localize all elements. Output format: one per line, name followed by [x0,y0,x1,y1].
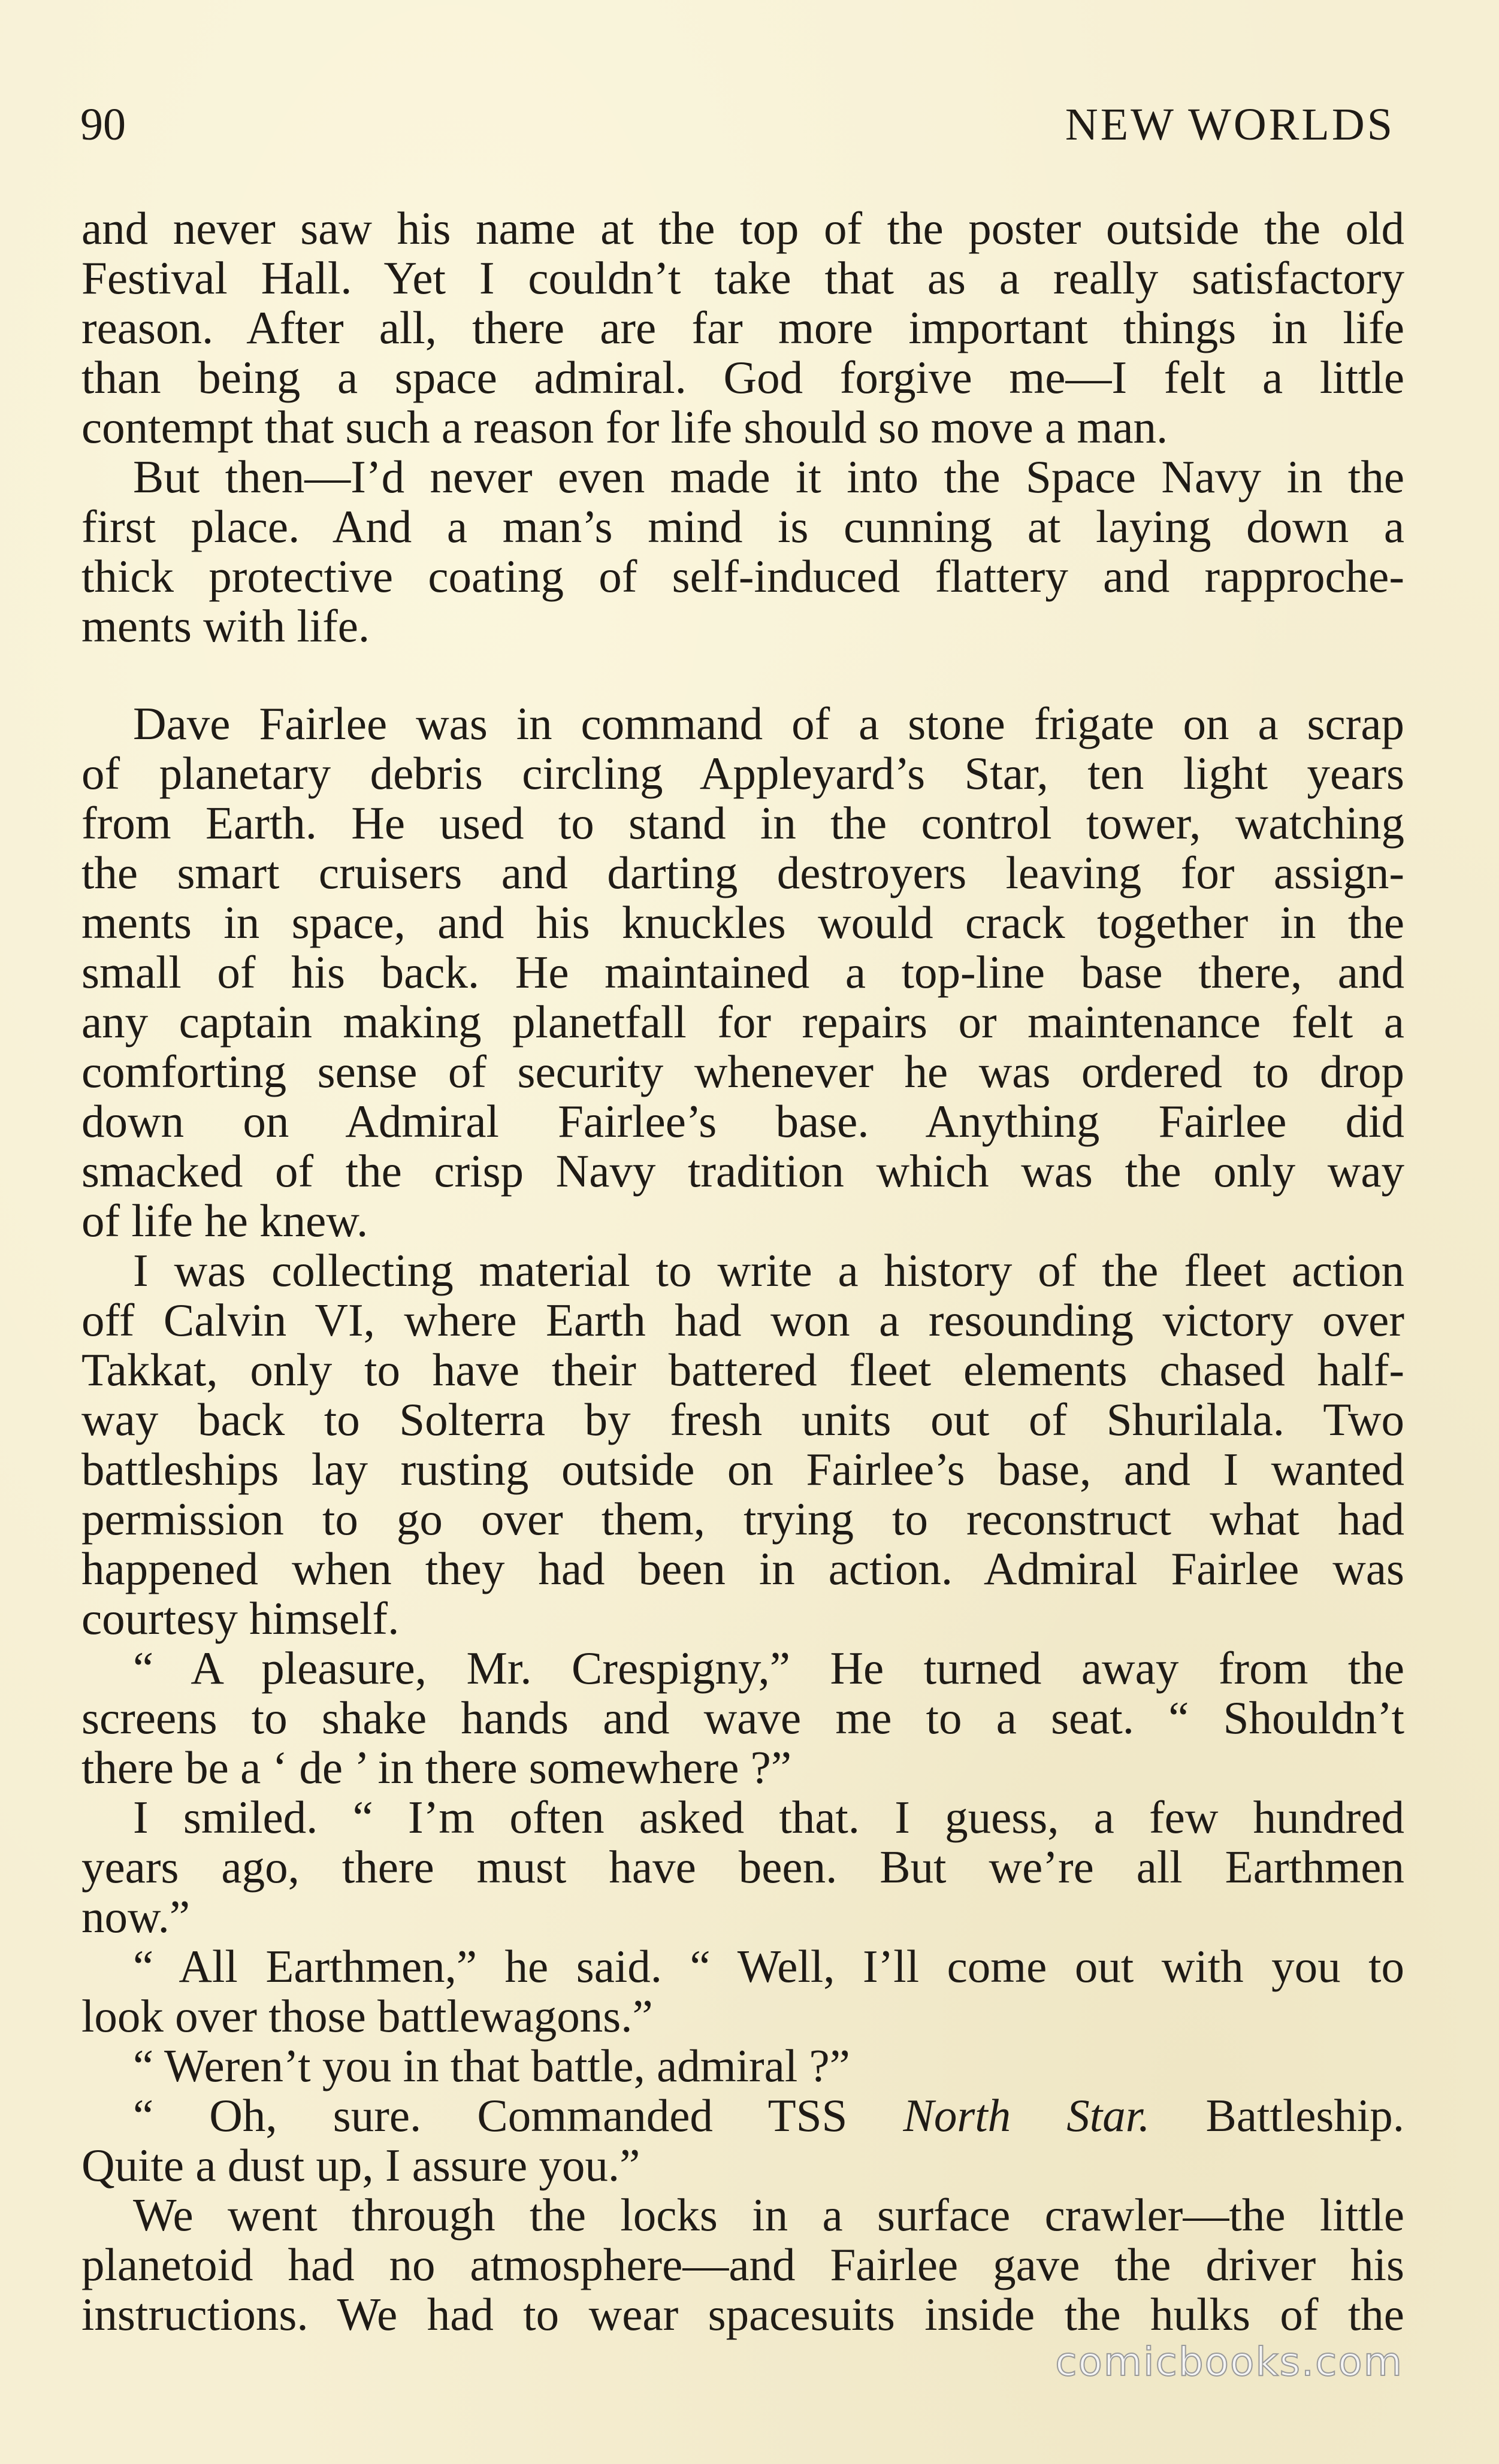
text-run: first place. And a man’s mind is cunning at laying down a [81,501,1404,552]
text-run: planetoid had no atmosphere—and Fairlee gave the driver his [81,2239,1404,2290]
text-line [81,253,1404,303]
text-run: “ Oh, sure. Commanded TSS [133,2090,903,2141]
text-line [81,402,1404,452]
text-line [81,1544,1404,1594]
text-line [81,948,1404,997]
text-line [81,1743,1404,1793]
text-line [81,452,1404,502]
running-head: NEW WORLDS [1065,99,1395,150]
text-line [81,2091,1404,2141]
text-run: down on Admiral Fairlee’s base. Anything Fairlee did [81,1095,1404,1147]
text-line [81,1793,1404,1842]
text-run: I was collecting material to write a history of the fleet action [133,1245,1404,1296]
text-run: Dave Fairlee was in command of a stone frigate on a scrap [133,698,1404,749]
text-run: “ A pleasure, Mr. Crespigny,” He turned away from the [133,1642,1404,1694]
text-line [81,204,1404,253]
text-run: ments with life. [81,600,370,652]
text-line [81,1991,1404,2041]
text-run: ments in space, and his knuckles would crack together in the [81,897,1404,948]
text-run: battleships lay rusting outside on Fairlee’s base, and I wanted [81,1443,1404,1495]
text-run: Takkat, only to have their battered fleet elements chased half- [81,1344,1404,1396]
text-line [81,1494,1404,1544]
text-run: Quite a dust up, I assure you.” [81,2139,640,2191]
text-line [81,2240,1404,2290]
text-line [81,1047,1404,1097]
story-text [81,204,1404,2339]
text-line [81,1842,1404,1892]
text-run: reason. After all, there are far more important things in life [81,302,1404,353]
text-run: now.” [81,1891,191,1942]
text-line [81,303,1404,353]
text-run: there be a ‘ de ’ in there somewhere ?” [81,1742,792,1793]
text-line [81,2190,1404,2240]
ship-name: North Star. [903,2090,1150,2141]
text-line [81,997,1404,1047]
text-run: Festival Hall. Yet I couldn’t take that as a really satisfactory [81,252,1404,304]
text-run: courtesy himself. [81,1593,400,1644]
text-run: instructions. We had to wear spacesuits inside the hulks of the [81,2289,1404,2340]
section-break [81,651,1404,699]
text-run: permission to go over them, trying to reconstruct what had [81,1493,1404,1545]
text-line [81,1643,1404,1693]
text-run: any captain making planetfall for repairs or maintenance felt a [81,996,1404,1048]
text-run: years ago, there must have been. But we’re all Earthmen [81,1841,1404,1893]
text-line [81,1942,1404,1991]
text-line [81,1345,1404,1395]
text-run: comforting sense of security whenever he was ordered to drop [81,1046,1404,1097]
text-line [81,699,1404,749]
text-line [81,798,1404,848]
text-run: Battleship. [1150,2090,1405,2141]
text-line [81,898,1404,948]
text-run: of planetary debris circling Appleyard’s Star, ten light years [81,747,1404,799]
text-line [81,601,1404,651]
text-line [81,1196,1404,1246]
text-line [81,353,1404,402]
text-run: small of his back. He maintained a top-line base there, and [81,946,1404,998]
text-line [81,2041,1404,2091]
text-line [81,1892,1404,1942]
text-run: of life he knew. [81,1195,368,1246]
text-run: But then—I’d never even made it into the Space Navy in the [133,451,1404,503]
text-line [81,1295,1404,1345]
text-run: than being a space admiral. God forgive me—I felt a little [81,352,1404,403]
text-line [81,749,1404,798]
text-line [81,2141,1404,2190]
watermark-logo: comicbooks.com [1055,2339,1403,2385]
text-run: We went through the locks in a surface crawler—the little [133,2189,1404,2241]
text-run: the smart cruisers and darting destroyers leaving for assign- [81,847,1404,898]
text-line [81,1594,1404,1643]
text-run: way back to Solterra by fresh units out of Shurilala. Two [81,1394,1404,1445]
text-line [81,552,1404,601]
text-line [81,848,1404,898]
text-run: smacked of the crisp Navy tradition which was the only way [81,1145,1404,1197]
page-number: 90 [80,99,126,150]
text-run: I smiled. “ I’m often asked that. I guess, a few hundred [133,1791,1404,1843]
text-run: happened when they had been in action. Admiral Fairlee was [81,1543,1404,1594]
text-line [81,2290,1404,2339]
text-run: screens to shake hands and wave me to a seat. “ Shouldn’t [81,1692,1404,1743]
text-run: “ Weren’t you in that battle, admiral ?” [133,2040,850,2091]
text-run: look over those battlewagons.” [81,1990,653,2042]
text-line [81,502,1404,552]
text-run: thick protective coating of self-induced flattery and rapproche- [81,550,1404,602]
text-line [81,1246,1404,1295]
text-line [81,1097,1404,1146]
text-run: “ All Earthmen,” he said. “ Well, I’ll come out with you to [133,1941,1404,1992]
text-line [81,1445,1404,1494]
text-run: off Calvin VI, where Earth had won a resounding victory over [81,1294,1404,1346]
text-run: from Earth. He used to stand in the control tower, watching [81,797,1404,849]
text-run: and never saw his name at the top of the poster outside the old [81,202,1404,254]
text-run: contempt that such a reason for life should so move a man. [81,401,1168,453]
text-line [81,1395,1404,1445]
text-line [81,1146,1404,1196]
text-line [81,1693,1404,1743]
